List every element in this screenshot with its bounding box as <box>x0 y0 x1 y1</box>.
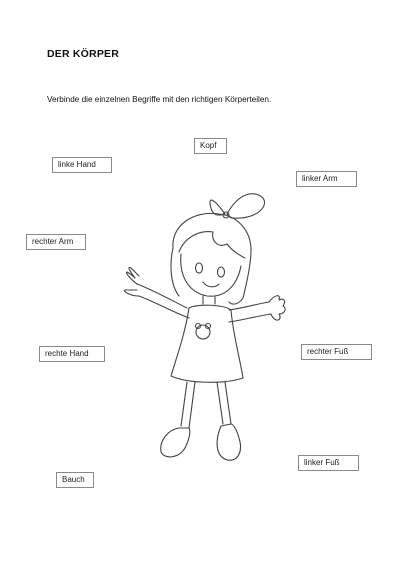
arm-right <box>229 302 271 322</box>
dress <box>171 305 243 382</box>
hair <box>171 213 251 304</box>
shoe-left <box>161 428 190 457</box>
panda-emblem <box>196 325 210 339</box>
bow <box>210 194 265 218</box>
label-linke-hand[interactable]: linke Hand <box>52 157 112 173</box>
label-rechter-arm[interactable]: rechter Arm <box>26 234 86 250</box>
label-kopf[interactable]: Kopf <box>194 138 227 154</box>
hand-left <box>125 267 139 296</box>
label-rechter-fuss[interactable]: rechter Fuß <box>301 344 372 360</box>
face <box>181 254 241 296</box>
girl-figure-drawing <box>115 186 290 466</box>
shoe-right <box>217 424 240 460</box>
right-eye <box>218 267 225 277</box>
label-linker-fuss[interactable]: linker Fuß <box>298 455 359 471</box>
label-rechte-hand[interactable]: rechte Hand <box>39 346 105 362</box>
label-bauch[interactable]: Bauch <box>56 472 94 488</box>
instruction-text: Verbinde die einzelnen Begriffe mit den richtigen Körperteilen. <box>47 95 272 104</box>
left-eye <box>196 263 203 273</box>
hand-right <box>269 296 285 320</box>
leg-left <box>181 382 195 428</box>
neck <box>203 296 215 304</box>
girl-figure-icon <box>115 186 290 466</box>
bangs <box>179 232 245 258</box>
leg-right <box>217 382 231 424</box>
page-title: DER KÖRPER <box>47 48 120 60</box>
arm-left <box>137 284 189 318</box>
mouth <box>203 282 219 287</box>
label-linker-arm[interactable]: linker Arm <box>296 171 357 187</box>
